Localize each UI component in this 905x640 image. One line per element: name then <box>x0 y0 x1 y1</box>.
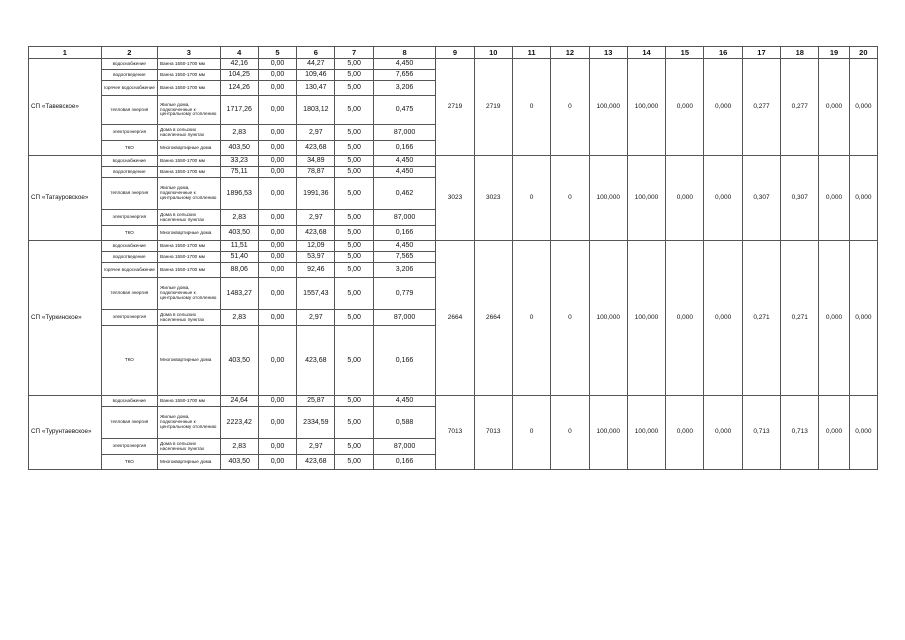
value-cell-c5: 0,00 <box>258 210 296 226</box>
column-header: 2 <box>101 47 157 59</box>
column-header: 16 <box>704 47 742 59</box>
value-cell-c4: 124,26 <box>220 81 258 96</box>
housing-type: Ванна 1550-1700 мм <box>158 156 221 167</box>
summary-cell-c18: 0,307 <box>781 156 819 241</box>
service-type: тепловая энергия <box>101 96 157 125</box>
table-row <box>29 156 878 167</box>
value-cell-c4: 403,50 <box>220 226 258 241</box>
settlement-name: СП «Тавевское» <box>29 59 102 156</box>
summary-cell-c19: 0,000 <box>819 156 849 241</box>
value-cell-c4: 403,50 <box>220 326 258 396</box>
summary-cell-c20: 0,000 <box>849 396 877 470</box>
table-row <box>29 59 878 70</box>
column-header: 3 <box>158 47 221 59</box>
service-type: водоотведение <box>101 252 157 263</box>
value-cell-c5: 0,00 <box>258 96 296 125</box>
value-cell-c4: 75,11 <box>220 167 258 178</box>
summary-cell-c20: 0,000 <box>849 59 877 156</box>
service-type: тепловая энергия <box>101 278 157 310</box>
value-cell-c8: 0,166 <box>373 226 436 241</box>
value-cell-c4: 1717,26 <box>220 96 258 125</box>
summary-cell-c19: 0,000 <box>819 59 849 156</box>
value-cell-c5: 0,00 <box>258 226 296 241</box>
summary-cell-c19: 0,000 <box>819 396 849 470</box>
value-cell-c8: 0,588 <box>373 407 436 439</box>
value-cell-c5: 0,00 <box>258 59 296 70</box>
value-cell-c6: 2,97 <box>297 439 335 455</box>
value-cell-c4: 2,83 <box>220 125 258 141</box>
service-type: электроэнергия <box>101 439 157 455</box>
service-type: электроэнергия <box>101 210 157 226</box>
summary-cell-c12: 0 <box>551 156 589 241</box>
summary-cell-c9: 3023 <box>436 156 474 241</box>
value-cell-c6: 53,97 <box>297 252 335 263</box>
summary-cell-c12: 0 <box>551 59 589 156</box>
value-cell-c5: 0,00 <box>258 141 296 156</box>
service-type: ТКО <box>101 455 157 470</box>
column-header: 6 <box>297 47 335 59</box>
housing-type: Ванна 1550-1700 мм <box>158 396 221 407</box>
value-cell-c6: 78,87 <box>297 167 335 178</box>
summary-cell-c14: 100,000 <box>627 156 665 241</box>
value-cell-c6: 1991,36 <box>297 178 335 210</box>
summary-cell-c18: 0,277 <box>781 59 819 156</box>
value-cell-c8: 0,475 <box>373 96 436 125</box>
value-cell-c7: 5,00 <box>335 125 373 141</box>
housing-type: Жилые дома, подключенные к центральному отоплению <box>158 96 221 125</box>
value-cell-c6: 25,87 <box>297 396 335 407</box>
summary-cell-c11: 0 <box>512 241 550 396</box>
housing-type: Ванна 1550-1700 мм <box>158 252 221 263</box>
value-cell-c8: 0,462 <box>373 178 436 210</box>
value-cell-c8: 0,779 <box>373 278 436 310</box>
service-type: водоснабжение <box>101 396 157 407</box>
service-type: водоотведение <box>101 70 157 81</box>
column-header: 5 <box>258 47 296 59</box>
housing-type: Дома в сельских населенных пунктах <box>158 439 221 455</box>
value-cell-c6: 423,68 <box>297 226 335 241</box>
value-cell-c5: 0,00 <box>258 326 296 396</box>
header-row <box>29 47 878 59</box>
value-cell-c8: 4,450 <box>373 167 436 178</box>
value-cell-c5: 0,00 <box>258 310 296 326</box>
value-cell-c7: 5,00 <box>335 81 373 96</box>
value-cell-c5: 0,00 <box>258 167 296 178</box>
value-cell-c5: 0,00 <box>258 278 296 310</box>
value-cell-c7: 5,00 <box>335 156 373 167</box>
tariff-table <box>28 46 878 470</box>
column-header: 10 <box>474 47 512 59</box>
column-header: 11 <box>512 47 550 59</box>
settlement-name: СП «Туркинское» <box>29 241 102 396</box>
value-cell-c6: 423,68 <box>297 326 335 396</box>
summary-cell-c19: 0,000 <box>819 241 849 396</box>
value-cell-c4: 2,83 <box>220 439 258 455</box>
value-cell-c6: 44,27 <box>297 59 335 70</box>
housing-type: Многоквартирные дома <box>158 141 221 156</box>
housing-type: Многоквартирные дома <box>158 226 221 241</box>
value-cell-c5: 0,00 <box>258 396 296 407</box>
summary-cell-c15: 0,000 <box>666 59 704 156</box>
value-cell-c4: 11,51 <box>220 241 258 252</box>
value-cell-c8: 7,565 <box>373 252 436 263</box>
summary-cell-c9: 2664 <box>436 241 474 396</box>
summary-cell-c17: 0,271 <box>742 241 780 396</box>
housing-type: Дома в сельских населенных пунктах <box>158 125 221 141</box>
housing-type: Жилые дома, подключенные к центральному отоплению <box>158 278 221 310</box>
housing-type: Ванна 1550-1700 мм <box>158 241 221 252</box>
value-cell-c4: 1483,27 <box>220 278 258 310</box>
summary-cell-c15: 0,000 <box>666 156 704 241</box>
value-cell-c7: 5,00 <box>335 141 373 156</box>
value-cell-c7: 5,00 <box>335 278 373 310</box>
value-cell-c7: 5,00 <box>335 70 373 81</box>
value-cell-c8: 4,450 <box>373 59 436 70</box>
column-header: 19 <box>819 47 849 59</box>
value-cell-c8: 87,000 <box>373 125 436 141</box>
column-header: 15 <box>666 47 704 59</box>
value-cell-c8: 7,656 <box>373 70 436 81</box>
summary-cell-c20: 0,000 <box>849 156 877 241</box>
housing-type: Ванна 1550-1700 мм <box>158 167 221 178</box>
housing-type: Ванна 1550-1700 мм <box>158 81 221 96</box>
column-header: 7 <box>335 47 373 59</box>
value-cell-c8: 0,166 <box>373 141 436 156</box>
summary-cell-c10: 2664 <box>474 241 512 396</box>
value-cell-c4: 104,25 <box>220 70 258 81</box>
value-cell-c8: 87,000 <box>373 210 436 226</box>
housing-type: Жилые дома, подключенные к центральному отоплению <box>158 407 221 439</box>
value-cell-c4: 403,50 <box>220 455 258 470</box>
value-cell-c6: 423,68 <box>297 455 335 470</box>
summary-cell-c16: 0,000 <box>704 156 742 241</box>
value-cell-c5: 0,00 <box>258 241 296 252</box>
value-cell-c4: 51,40 <box>220 252 258 263</box>
summary-cell-c11: 0 <box>512 156 550 241</box>
service-type: водоснабжение <box>101 59 157 70</box>
value-cell-c6: 92,46 <box>297 263 335 278</box>
value-cell-c8: 3,206 <box>373 81 436 96</box>
value-cell-c4: 403,50 <box>220 141 258 156</box>
column-header: 13 <box>589 47 627 59</box>
value-cell-c4: 24,64 <box>220 396 258 407</box>
summary-cell-c15: 0,000 <box>666 241 704 396</box>
summary-cell-c16: 0,000 <box>704 241 742 396</box>
table-body <box>29 47 878 470</box>
summary-cell-c11: 0 <box>512 396 550 470</box>
settlement-name: СП «Татауровское» <box>29 156 102 241</box>
summary-cell-c16: 0,000 <box>704 59 742 156</box>
column-header: 17 <box>742 47 780 59</box>
housing-type: Многоквартирные дома <box>158 326 221 396</box>
summary-cell-c12: 0 <box>551 241 589 396</box>
summary-cell-c14: 100,000 <box>627 59 665 156</box>
housing-type: Ванна 1550-1700 мм <box>158 70 221 81</box>
housing-type: Ванна 1550-1700 мм <box>158 263 221 278</box>
column-header: 1 <box>29 47 102 59</box>
value-cell-c5: 0,00 <box>258 263 296 278</box>
value-cell-c8: 4,450 <box>373 156 436 167</box>
summary-cell-c13: 100,000 <box>589 396 627 470</box>
value-cell-c5: 0,00 <box>258 439 296 455</box>
value-cell-c7: 5,00 <box>335 396 373 407</box>
table-row <box>29 241 878 252</box>
value-cell-c4: 42,16 <box>220 59 258 70</box>
service-type: горячее водоснабжение <box>101 81 157 96</box>
value-cell-c4: 88,06 <box>220 263 258 278</box>
value-cell-c6: 34,89 <box>297 156 335 167</box>
settlement-name: СП «Турунтаевское» <box>29 396 102 470</box>
summary-cell-c10: 3023 <box>474 156 512 241</box>
value-cell-c6: 12,09 <box>297 241 335 252</box>
service-type: тепловая энергия <box>101 178 157 210</box>
value-cell-c8: 4,450 <box>373 241 436 252</box>
column-header: 12 <box>551 47 589 59</box>
service-type: горячее водоснабжение <box>101 263 157 278</box>
summary-cell-c10: 2719 <box>474 59 512 156</box>
summary-cell-c9: 2719 <box>436 59 474 156</box>
value-cell-c5: 0,00 <box>258 455 296 470</box>
value-cell-c5: 0,00 <box>258 125 296 141</box>
service-type: водоснабжение <box>101 156 157 167</box>
summary-cell-c13: 100,000 <box>589 156 627 241</box>
housing-type: Ванна 1550-1700 мм <box>158 59 221 70</box>
value-cell-c4: 33,23 <box>220 156 258 167</box>
value-cell-c7: 5,00 <box>335 178 373 210</box>
summary-cell-c14: 100,000 <box>627 396 665 470</box>
value-cell-c6: 2334,59 <box>297 407 335 439</box>
value-cell-c7: 5,00 <box>335 407 373 439</box>
value-cell-c8: 3,206 <box>373 263 436 278</box>
summary-cell-c12: 0 <box>551 396 589 470</box>
summary-cell-c13: 100,000 <box>589 59 627 156</box>
housing-type: Многоквартирные дома <box>158 455 221 470</box>
value-cell-c6: 2,97 <box>297 210 335 226</box>
column-header: 20 <box>849 47 877 59</box>
value-cell-c7: 5,00 <box>335 167 373 178</box>
value-cell-c7: 5,00 <box>335 263 373 278</box>
value-cell-c7: 5,00 <box>335 241 373 252</box>
summary-cell-c17: 0,713 <box>742 396 780 470</box>
service-type: ТКО <box>101 226 157 241</box>
value-cell-c7: 5,00 <box>335 326 373 396</box>
housing-type: Дома в сельских населенных пунктах <box>158 210 221 226</box>
summary-cell-c9: 7013 <box>436 396 474 470</box>
service-type: тепловая энергия <box>101 407 157 439</box>
service-type: водоотведение <box>101 167 157 178</box>
value-cell-c6: 2,97 <box>297 125 335 141</box>
value-cell-c8: 0,166 <box>373 455 436 470</box>
value-cell-c6: 109,46 <box>297 70 335 81</box>
value-cell-c7: 5,00 <box>335 226 373 241</box>
column-header: 9 <box>436 47 474 59</box>
value-cell-c4: 2,83 <box>220 310 258 326</box>
summary-cell-c20: 0,000 <box>849 241 877 396</box>
value-cell-c7: 5,00 <box>335 96 373 125</box>
value-cell-c5: 0,00 <box>258 252 296 263</box>
value-cell-c6: 130,47 <box>297 81 335 96</box>
value-cell-c8: 87,000 <box>373 310 436 326</box>
value-cell-c8: 0,166 <box>373 326 436 396</box>
service-type: электроэнергия <box>101 310 157 326</box>
value-cell-c7: 5,00 <box>335 210 373 226</box>
summary-cell-c10: 7013 <box>474 396 512 470</box>
value-cell-c8: 4,450 <box>373 396 436 407</box>
summary-cell-c17: 0,307 <box>742 156 780 241</box>
service-type: электроэнергия <box>101 125 157 141</box>
value-cell-c6: 1557,43 <box>297 278 335 310</box>
summary-cell-c14: 100,000 <box>627 241 665 396</box>
table-row <box>29 396 878 407</box>
summary-cell-c18: 0,271 <box>781 241 819 396</box>
service-type: ТКО <box>101 141 157 156</box>
value-cell-c4: 1896,53 <box>220 178 258 210</box>
value-cell-c5: 0,00 <box>258 156 296 167</box>
value-cell-c6: 1803,12 <box>297 96 335 125</box>
value-cell-c8: 87,000 <box>373 439 436 455</box>
value-cell-c4: 2,83 <box>220 210 258 226</box>
column-header: 8 <box>373 47 436 59</box>
column-header: 18 <box>781 47 819 59</box>
column-header: 14 <box>627 47 665 59</box>
service-type: водоснабжение <box>101 241 157 252</box>
summary-cell-c17: 0,277 <box>742 59 780 156</box>
value-cell-c5: 0,00 <box>258 81 296 96</box>
summary-cell-c13: 100,000 <box>589 241 627 396</box>
housing-type: Дома в сельских населенных пунктах <box>158 310 221 326</box>
tariff-table-sheet <box>28 46 878 470</box>
value-cell-c5: 0,00 <box>258 70 296 81</box>
summary-cell-c18: 0,713 <box>781 396 819 470</box>
value-cell-c6: 2,97 <box>297 310 335 326</box>
summary-cell-c11: 0 <box>512 59 550 156</box>
value-cell-c4: 2223,42 <box>220 407 258 439</box>
value-cell-c7: 5,00 <box>335 439 373 455</box>
summary-cell-c15: 0,000 <box>666 396 704 470</box>
value-cell-c7: 5,00 <box>335 455 373 470</box>
housing-type: Жилые дома, подключенные к центральному отоплению <box>158 178 221 210</box>
value-cell-c5: 0,00 <box>258 407 296 439</box>
value-cell-c7: 5,00 <box>335 252 373 263</box>
value-cell-c5: 0,00 <box>258 178 296 210</box>
value-cell-c6: 423,68 <box>297 141 335 156</box>
summary-cell-c16: 0,000 <box>704 396 742 470</box>
value-cell-c7: 5,00 <box>335 59 373 70</box>
value-cell-c7: 5,00 <box>335 310 373 326</box>
column-header: 4 <box>220 47 258 59</box>
service-type: ТКО <box>101 326 157 396</box>
